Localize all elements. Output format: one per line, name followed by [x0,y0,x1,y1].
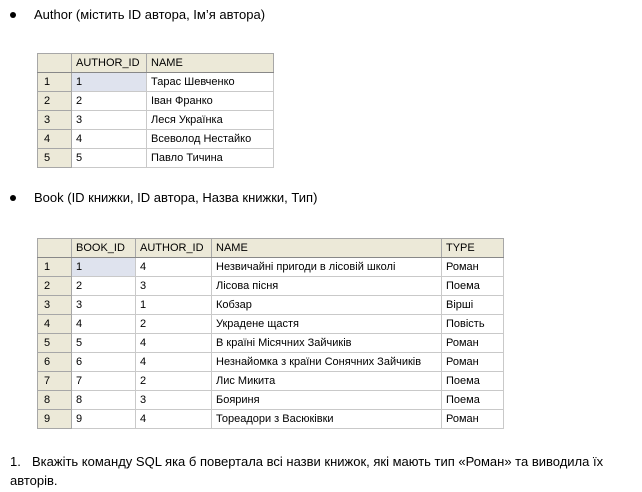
author-table-header [38,54,274,73]
row-number[interactable]: 3 [38,111,72,130]
table-cell[interactable]: 2 [136,372,212,391]
row-number[interactable]: 1 [38,258,72,277]
table-row[interactable] [38,334,504,353]
table-row[interactable] [38,410,504,429]
table-cell[interactable]: Поема [442,372,504,391]
table-cell[interactable]: Лісова пісня [212,277,442,296]
bullet-icon [10,195,16,201]
bullet-icon [10,12,16,18]
table-cell[interactable]: Поема [442,277,504,296]
table-row[interactable] [38,149,274,168]
table-cell[interactable]: Іван Франко [147,92,274,111]
row-number[interactable]: 7 [38,372,72,391]
row-number[interactable]: 2 [38,92,72,111]
row-number[interactable]: 8 [38,391,72,410]
table-row[interactable] [38,296,504,315]
row-number[interactable]: 4 [38,315,72,334]
table-cell[interactable]: 5 [72,334,136,353]
row-number[interactable]: 5 [38,149,72,168]
table-row[interactable] [38,315,504,334]
row-number[interactable]: 3 [38,296,72,315]
row-number[interactable]: 9 [38,410,72,429]
table-row[interactable] [38,372,504,391]
table-cell[interactable]: 1 [136,296,212,315]
table-cell[interactable]: Роман [442,353,504,372]
table-cell[interactable]: Леся Українка [147,111,274,130]
table-cell[interactable]: Вірші [442,296,504,315]
column-header[interactable]: TYPE [442,239,504,258]
row-number[interactable]: 5 [38,334,72,353]
author-description-text: Author (містить ID автора, Ім’я автора) [34,7,266,22]
table-cell[interactable]: 8 [72,391,136,410]
table-row[interactable] [38,92,274,111]
table-cell[interactable]: 4 [136,353,212,372]
table-cell[interactable]: Роман [442,410,504,429]
table-cell[interactable]: Роман [442,258,504,277]
table-cell[interactable]: Повість [442,315,504,334]
book-table-header [38,239,504,258]
table-cell[interactable]: 7 [72,372,136,391]
author-description [10,7,265,23]
table-row[interactable] [38,391,504,410]
table-cell[interactable]: 9 [72,410,136,429]
column-header[interactable]: AUTHOR_ID [72,54,147,73]
table-cell[interactable]: 4 [72,130,147,149]
table-cell[interactable]: 3 [136,391,212,410]
table-cell[interactable]: Тарас Шевченко [147,73,274,92]
table-cell[interactable]: Украдене щастя [212,315,442,334]
book-description-text: Book (ID книжки, ID автора, Назва книжки, Тип) [34,190,318,205]
table-cell[interactable]: 6 [72,353,136,372]
table-cell[interactable]: 4 [136,334,212,353]
table-cell[interactable]: 2 [72,277,136,296]
table-cell[interactable]: Павло Тичина [147,149,274,168]
row-number[interactable]: 4 [38,130,72,149]
column-header[interactable]: AUTHOR_ID [136,239,212,258]
table-row[interactable] [38,111,274,130]
table-cell[interactable]: Тореадори з Васюківки [212,410,442,429]
task-question [10,452,634,490]
table-cell[interactable]: Лис Микита [212,372,442,391]
row-number[interactable]: 1 [38,73,72,92]
table-cell[interactable]: 4 [136,410,212,429]
table-cell[interactable]: В країні Місячних Зайчиків [212,334,442,353]
table-cell[interactable]: Бояриня [212,391,442,410]
question-number: 1. [10,454,21,469]
table-cell[interactable]: 1 [72,73,147,92]
table-cell[interactable]: Кобзар [212,296,442,315]
table-row[interactable] [38,277,504,296]
table-cell[interactable]: Роман [442,334,504,353]
grid-corner[interactable] [38,54,72,73]
table-cell[interactable]: 4 [72,315,136,334]
column-header[interactable]: BOOK_ID [72,239,136,258]
table-cell[interactable]: Поема [442,391,504,410]
table-row[interactable] [38,258,504,277]
table-cell[interactable]: 2 [136,315,212,334]
question-text: Вкажіть команду SQL яка б повертала всі назви книжок, які мають тип «Роман» та виводила їх авторів. [10,454,604,488]
row-number[interactable]: 2 [38,277,72,296]
grid-corner[interactable] [38,239,72,258]
author-table [37,53,274,168]
table-cell[interactable]: 2 [72,92,147,111]
table-cell[interactable]: 5 [72,149,147,168]
table-cell[interactable]: 4 [136,258,212,277]
table-cell[interactable]: 3 [72,296,136,315]
table-cell[interactable]: Всеволод Нестайко [147,130,274,149]
table-cell[interactable]: 3 [136,277,212,296]
table-cell[interactable]: Незвичайні пригоди в лісовій школі [212,258,442,277]
row-number[interactable]: 6 [38,353,72,372]
table-cell[interactable]: 1 [72,258,136,277]
book-table [37,238,504,429]
book-description [10,190,317,206]
table-cell[interactable]: 3 [72,111,147,130]
table-row[interactable] [38,353,504,372]
column-header[interactable]: NAME [212,239,442,258]
table-cell[interactable]: Незнайомка з країни Сонячних Зайчиків [212,353,442,372]
column-header[interactable]: NAME [147,54,274,73]
table-row[interactable] [38,130,274,149]
table-row[interactable] [38,73,274,92]
